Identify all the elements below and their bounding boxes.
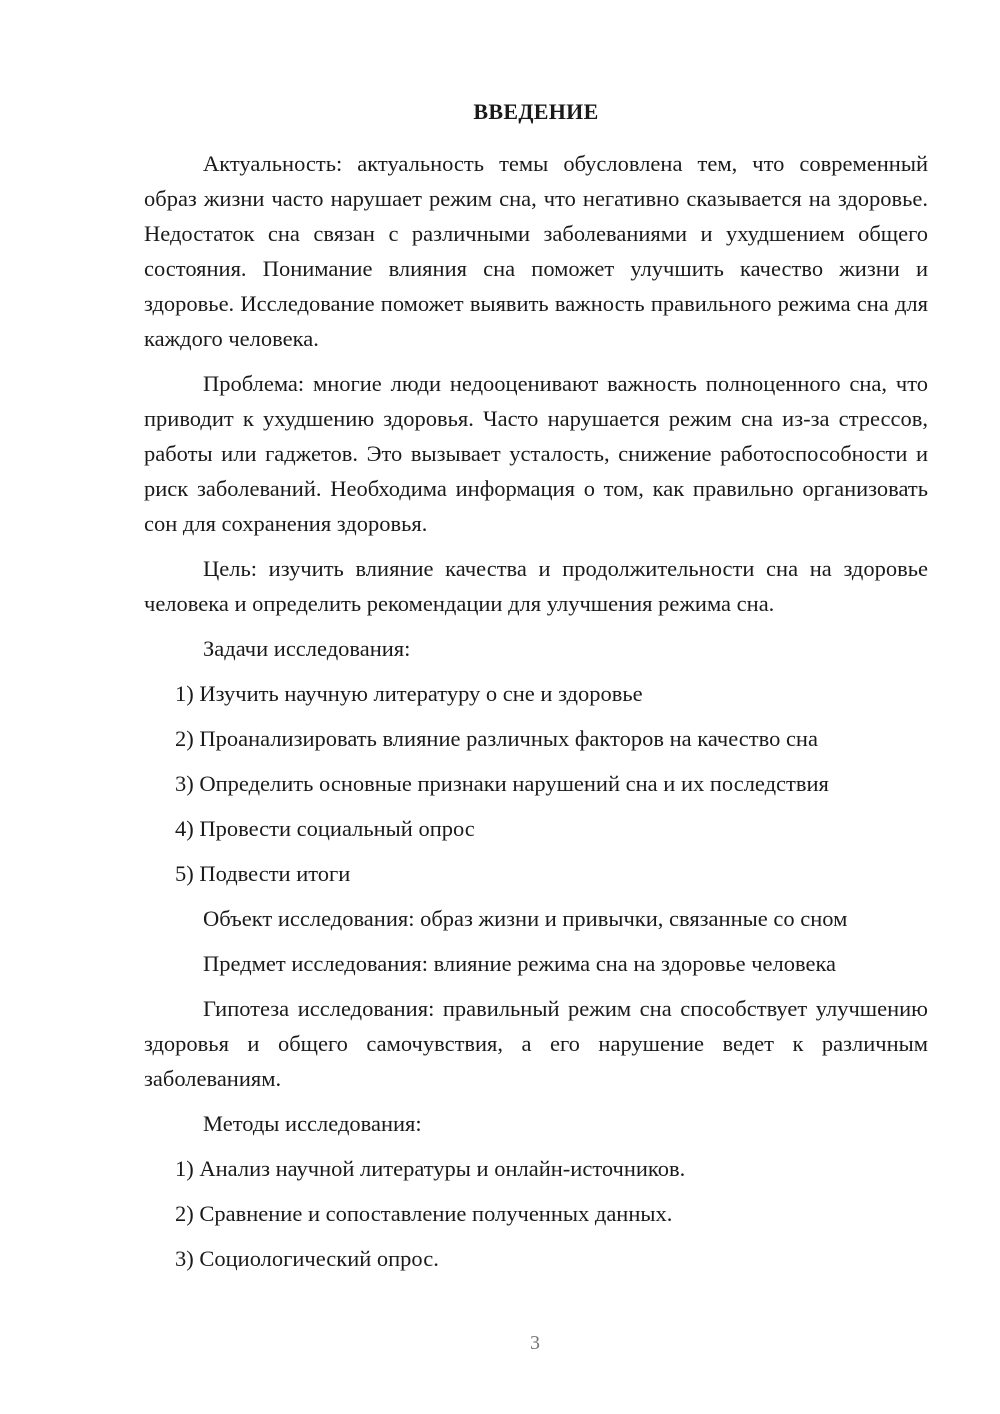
page-number: 3 xyxy=(530,1332,540,1354)
problem-paragraph: Проблема: многие люди недооценивают важность полноценного сна, что приводит к ухудшению здоровья. Часто нарушается режим сна из-за стрессов, работы или гаджетов. Это вызывает усталость, снижение работоспособности и риск заболеваний. Необходима информация о том, как правильно организовать сон для сохранения здоровья. xyxy=(144,371,928,536)
relevance-paragraph: Актуальность: актуальность темы обусловлена тем, что современный образ жизни часто нарушает режим сна, что негативно сказывается на здоровье. Недостаток сна связан с различными заболеваниями и ухудшением общего состояния. Понимание влияния сна поможет улучшить качество жизни и здоровье. Исследование поможет выявить важность правильного режима сна для каждого человека. xyxy=(144,151,928,351)
method-item: 2) Сравнение и сопоставление полученных данных. xyxy=(175,1201,673,1226)
page-title: ВВЕДЕНИЕ xyxy=(473,99,599,124)
page-body xyxy=(144,94,928,1286)
task-item: 2) Проанализировать влияние различных факторов на качество сна xyxy=(175,726,818,751)
task-item: 4) Провести социальный опрос xyxy=(175,816,475,841)
subject-line: Предмет исследования: влияние режима сна на здоровье человека xyxy=(203,951,837,976)
tasks-list xyxy=(144,676,928,891)
task-item: 3) Определить основные признаки нарушений сна и их последствия xyxy=(175,771,829,796)
goal-paragraph: Цель: изучить влияние качества и продолжительности сна на здоровье человека и определить рекомендации для улучшения режима сна. xyxy=(144,556,928,616)
method-item: 3) Социологический опрос. xyxy=(175,1246,439,1271)
methods-list xyxy=(144,1151,928,1276)
tasks-heading: Задачи исследования: xyxy=(203,636,411,661)
task-item: 1) Изучить научную литературу о сне и здоровье xyxy=(175,681,643,706)
task-item: 5) Подвести итоги xyxy=(175,861,351,886)
hypothesis-paragraph: Гипотеза исследования: правильный режим сна способствует улучшению здоровья и общего самочувствия, а его нарушение ведет к различным заболеваниям. xyxy=(144,996,928,1091)
methods-heading: Методы исследования: xyxy=(203,1111,422,1136)
object-line: Объект исследования: образ жизни и привычки, связанные со сном xyxy=(203,906,848,931)
method-item: 1) Анализ научной литературы и онлайн-источников. xyxy=(175,1156,686,1181)
